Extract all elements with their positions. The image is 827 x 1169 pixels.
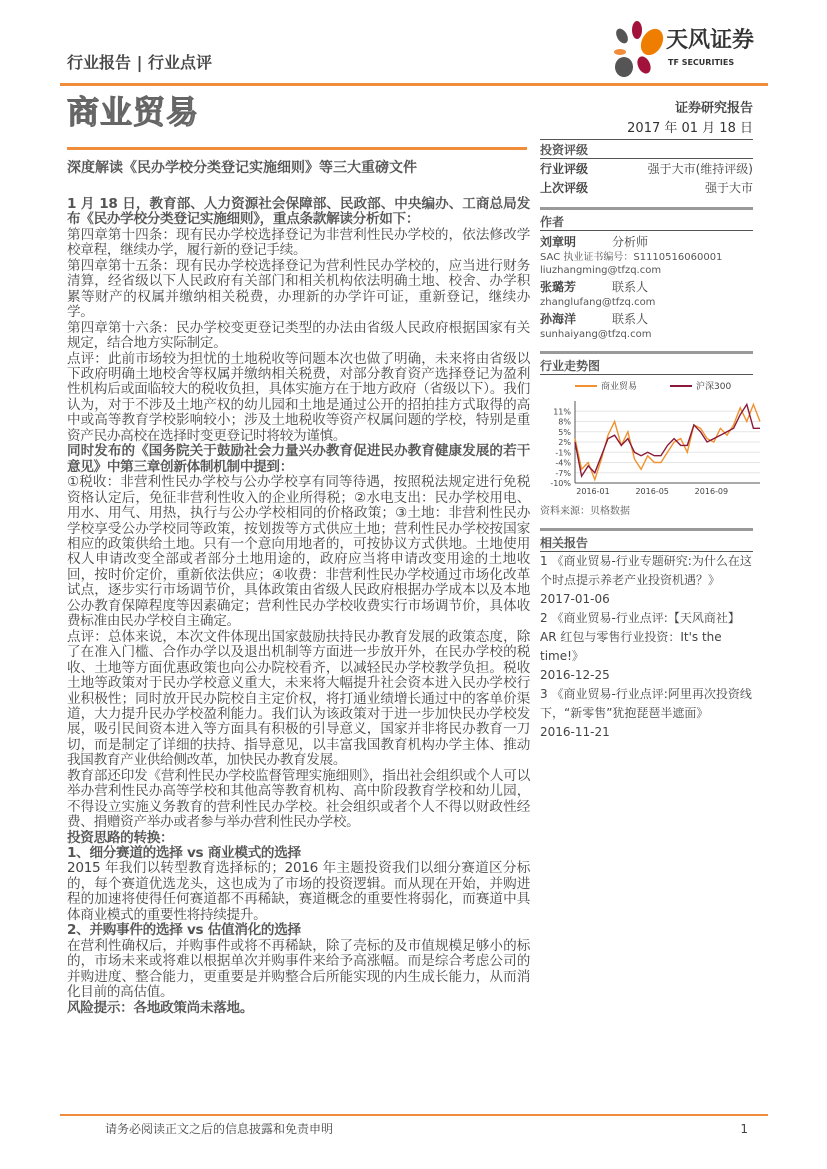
- x-tick-label: 2016-05: [635, 487, 669, 496]
- trend-chart: [535, 375, 765, 503]
- rating-row: 行业评级 强于大市(维持评级): [540, 162, 753, 176]
- y-tick-label: 8%: [558, 417, 571, 427]
- body-heading: 投资思路的转换：: [67, 829, 174, 846]
- related-report-link[interactable]: 2 《商业贸易-行业点评:【天风商社】AR 红包与零售行业投资：It's the time!》: [540, 611, 740, 663]
- y-tick-label: -7%: [555, 468, 571, 478]
- body-heading: 1、细分赛道的选择 vs 商业模式的选择: [67, 845, 301, 862]
- body-heading: 风险提示：各地政策尚未落地。: [67, 999, 254, 1016]
- footer: [60, 1114, 768, 1137]
- chart-source: 资料来源：贝格数据: [540, 506, 630, 517]
- divider: [540, 230, 753, 231]
- related-reports: 1 《商业贸易-行业专题研究:为什么在这个时点提示养老产业投资机遇？》 2017-01-06 2 《商业贸易-行业点评:【天风商社】AR 红包与零售行业投资：It's the time!》 2016-12-25 3 《商业贸易-行业点评:阿里再次投资线下，“新零售”犹抱琵琶半遮面》 2016-11-21: [540, 554, 752, 739]
- x-tick-label: 2016-01: [576, 487, 610, 496]
- divider: [540, 158, 753, 159]
- body-heading: 2、并购事件的选择 vs 估值消化的选择: [67, 922, 301, 939]
- y-tick-label: 5%: [558, 427, 571, 437]
- y-tick-label: -4%: [555, 458, 571, 468]
- related-heading: 相关报告: [540, 536, 589, 550]
- author-email[interactable]: zhanglufang@tfzq.com: [540, 297, 656, 308]
- y-tick-label: -10%: [550, 479, 571, 488]
- body-paragraph: ①税收：非营利性民办学校与公办学校享有同等待遇，按照税法规定进行免税资格认定后，免征非营利性收入的企业所得税；②水电支出：民办学校用电、用水、用气、用热，执行与公办学校相同的价格政策；③土地：非营利性民办学校享受公办学校同等政策，按划拨等方式供应土地；营利性民办学校按国家相应的政策供给土地。只有一个意向用地者的，可按协议方式供地。土地使用权人申请改变全部或者部分土地用途的，政府应当将申请改变用途的土地收回，按时价定价，重新依法供应；④收费：非营利性民办学校通过市场化改革试点，逐步实行市场调节价，具体政策由省级人民政府根据办学成本以及本地公办教育保障程度等因素确定；营利性民办学校收费实行市场调节价，具体收费标准由民办学校自主确定。: [67, 474, 530, 630]
- author-email[interactable]: sunhaiyang@tfzq.com: [540, 329, 652, 340]
- rating-heading: 投资评级: [540, 143, 589, 157]
- report-category: 行业报告 | 行业点评: [67, 53, 212, 72]
- logo-petals-icon: [608, 20, 668, 78]
- y-tick-label: 2%: [558, 438, 571, 447]
- body-paragraph: 第四章第十五条：现有民办学校选择登记为营利性民办学校的，应当进行财务清算，经省级以下人民政府有关部门和相关机构依法明确土地、校舍、办学积累等财产的权属并缴纳相关税费，办理新的办学许可证，重新登记，继续办学。: [67, 257, 530, 321]
- divider: [540, 351, 753, 354]
- legend-label: 沪深300: [696, 382, 732, 392]
- divider: [540, 139, 753, 140]
- body-heading: 1 月 18 日，教育部、人力资源社会保障部、民政部、中央编办、工商总局发布《民办学校分类登记实施细则》，重点条款解读分析如下：: [67, 196, 530, 228]
- divider: [540, 528, 753, 531]
- report-subtitle: 深度解读《民办学校分类登记实施细则》等三大重磅文件: [67, 160, 417, 176]
- authors-list: 刘章明 分析师 SAC 执业证书编号：S1110516060001 liuzhangming@tfzq.com 张璐芳 联系人 zhanglufang@tfzq.com 孙海洋 联系人 sunhaiyang@tfzq.com: [540, 234, 753, 341]
- series-line-1: [575, 404, 760, 476]
- brand-name-en: TF SECURITIES: [668, 58, 735, 67]
- x-tick-label: 2016-09: [694, 487, 729, 496]
- body-paragraph: 在营利性确权后，并购事件或将不再稀缺，除了壳标的及市值规模足够小的标的，市场未来或将难以根据单次并购事件来给予高涨幅。而是综合考虑公司的并购进度、整合能力，更重要是并购整合后所能实现的内生成长能力，从而消化目前的高估值。: [67, 937, 530, 1001]
- body-paragraph: 第四章第十四条：现有民办学校选择登记为非营利性民办学校的，依法修改学校章程，继续办学，履行新的登记手续。: [67, 226, 530, 259]
- sidebar: [540, 100, 753, 742]
- trend-heading: 行业走势图: [540, 359, 601, 373]
- body-paragraph: 第四章第十六条：民办学校变更登记类型的办法由省级人民政府根据国家有关规定，结合地方实际制定。: [67, 319, 530, 352]
- title-divider: [67, 147, 527, 150]
- related-report-link[interactable]: 3 《商业贸易-行业点评:阿里再次投资线下，“新零售”犹抱琵琶半遮面》: [540, 687, 752, 720]
- authors-heading: 作者: [540, 215, 565, 229]
- report-body: [67, 197, 530, 1016]
- disclaimer: 请务必阅读正文之后的信息披露和免责申明: [105, 1122, 334, 1136]
- brand-logo: [608, 20, 758, 78]
- y-tick-label: 11%: [553, 407, 571, 417]
- header-divider: [60, 83, 768, 86]
- report-date: 2017 年 01 月 18 日: [627, 121, 753, 136]
- page-number: 1: [740, 1122, 748, 1136]
- body-paragraph: 点评：总体来说，本次文件体现出国家鼓励扶持民办教育发展的政策态度，除了在准入门槛、合作办学以及退出机制等方面进一步放开外，在民办学校的税收、土地等方面优惠政策也向公办院校看齐，以减轻民办学校教学负担。税收土地等政策对于民办学校意义重大，未来将大幅提升社会资本进入民办学校行业积极性；同时放开民办院校自主定价权，将打通业绩增长通过中的客单价渠道，大力提升民办学校盈利能力。我们认为该政策对于进一步加快民办学校发展，吸引民间资本进入等方面具有积极的引导意义，国家并非将民办教育一刀切，而是制定了详细的扶持、指导意见，以丰富我国教育机构办学主体、推动我国教育产业供给侧改革，加快民办教育发展。: [67, 628, 530, 769]
- author-email[interactable]: liuzhangming@tfzq.com: [540, 265, 662, 276]
- rating-row: 上次评级 强于大市: [540, 181, 753, 195]
- brand-name: 天风证券: [666, 28, 755, 53]
- body-paragraph: 点评：此前市场较为担忧的土地税收等问题本次也做了明确，未来将由省级以下政府明确土地校舍等权属并缴纳相关税费，对部分教育资产选择登记为盈利性机构后或面临较大的税收负担，具体实施方在于地方政府（省级以下）。我们认为，对于不涉及土地产权的幼儿园和土地是通过公开的招拍挂方式取得的高中或高等教育学校影响较小；涉及土地税收等资产权属问题的学校，特别是重资产民办高校在选择时变更登记时将较为谨慎。: [67, 350, 530, 444]
- divider: [540, 207, 753, 210]
- page-title: 商业贸易: [67, 93, 200, 131]
- y-tick-label: -1%: [555, 448, 571, 458]
- report-type: 证券研究报告: [674, 101, 753, 116]
- related-report-link[interactable]: 1 《商业贸易-行业专题研究:为什么在这个时点提示养老产业投资机遇？》: [540, 554, 752, 587]
- body-paragraph: 2015 年我们以转型教育选择标的；2016 年主题投资我们以细分赛道区分标的，每个赛道优选龙头，这也成为了市场的投资逻辑。而从现在开始，并购进程的加速将使得任何赛道都不再稀缺，赛道概念的重要性将弱化，而赛道中具体商业模式的重要性将持续提升。: [67, 860, 530, 923]
- legend-label: 商业贸易: [601, 382, 638, 392]
- body-heading: 同时发布的《国务院关于鼓励社会力量兴办教育促进民办教育健康发展的若干意见》中第三章创新体制机制中提到：: [67, 443, 530, 475]
- body-paragraph: 教育部还印发《营利性民办学校监督管理实施细则》，指出社会组织或个人可以举办营利性民办高等学校和其他高等教育机构、高中阶段教育学校和幼儿园，不得设立实施义务教育的营利性民办学校。社会组织或者个人不得以财政性经费、捐赠资产举办或者参与举办营利性民办学校。: [67, 767, 530, 831]
